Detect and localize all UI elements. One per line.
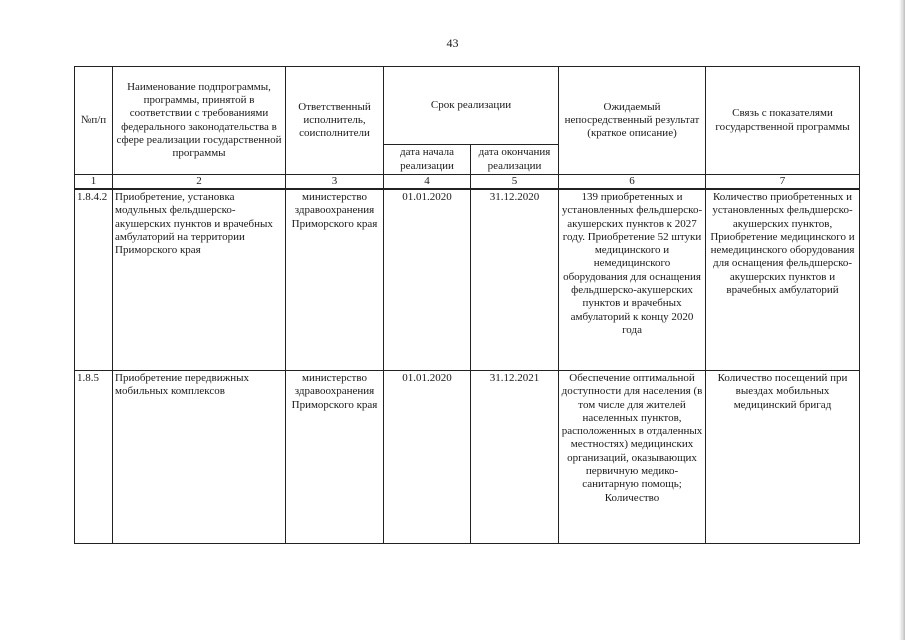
header-result: Ожидаемый непосредственный результат (краткое описание) [559,67,706,175]
header-responsible: Ответственный исполнитель, соисполнители [286,67,384,175]
header-name: Наименование подпрограммы, программы, принятой в соответствии с требованиями федерального законодательства в сфере реализации государственной программы [113,67,286,175]
table-row [75,189,860,371]
row-start-date: 01.01.2020 [384,371,471,544]
column-number: 7 [706,175,860,190]
header-end: дата окончания реализации [471,145,559,175]
table-row [75,371,860,544]
row-num: 1.8.4.2 [75,189,113,371]
column-number: 3 [286,175,384,190]
row-responsible: министерство здравоохранения Приморского края [286,189,384,371]
column-number: 2 [113,175,286,190]
row-responsible: министерство здравоохранения Приморского края [286,371,384,544]
header-num: №п/п [75,67,113,175]
row-result: 139 приобретенных и установленных фельдшерско-акушерских пунктов к 2027 году. Приобретение 52 штуки медицинского и немедицинского оборудования для оснащения фельдшерско-акушерских пунктов и врачебных амбулаторий к концу 2020 года [559,189,706,371]
column-number: 6 [559,175,706,190]
column-number: 1 [75,175,113,190]
column-number: 5 [471,175,559,190]
header-period: Срок реализации [384,67,559,145]
row-result: Обеспечение оптимальной доступности для населения (в том числе для жителей населенных пунктов, расположенных в отдаленных местностях) медицинских организаций, оказывающих первичную медико-санитарную помощь; Количество [559,371,706,544]
program-table [74,66,860,544]
row-name: Приобретение, установка модульных фельдшерско-акушерских пунктов и врачебных амбулаторий на территории Приморского края [113,189,286,371]
header-row [75,67,860,145]
row-indicator-link: Количество посещений при выездах мобильных медицинский бригад [706,371,860,544]
column-number: 4 [384,175,471,190]
page-edge-shadow [899,0,905,640]
row-num: 1.8.5 [75,371,113,544]
row-indicator-link: Количество приобретенных и установленных фельдшерско-акушерских пунктов, Приобретение медицинского и немедицинского оборудования для оснащения фельдшерско-акушерских пунктов и врачебных амбулаторий [706,189,860,371]
row-end-date: 31.12.2021 [471,371,559,544]
column-numbers-row [75,175,860,190]
page-number: 43 [446,36,459,50]
row-end-date: 31.12.2020 [471,189,559,371]
header-link: Связь с показателями государственной программы [706,67,860,175]
row-name: Приобретение передвижных мобильных комплексов [113,371,286,544]
header-start: дата начала реализации [384,145,471,175]
row-start-date: 01.01.2020 [384,189,471,371]
